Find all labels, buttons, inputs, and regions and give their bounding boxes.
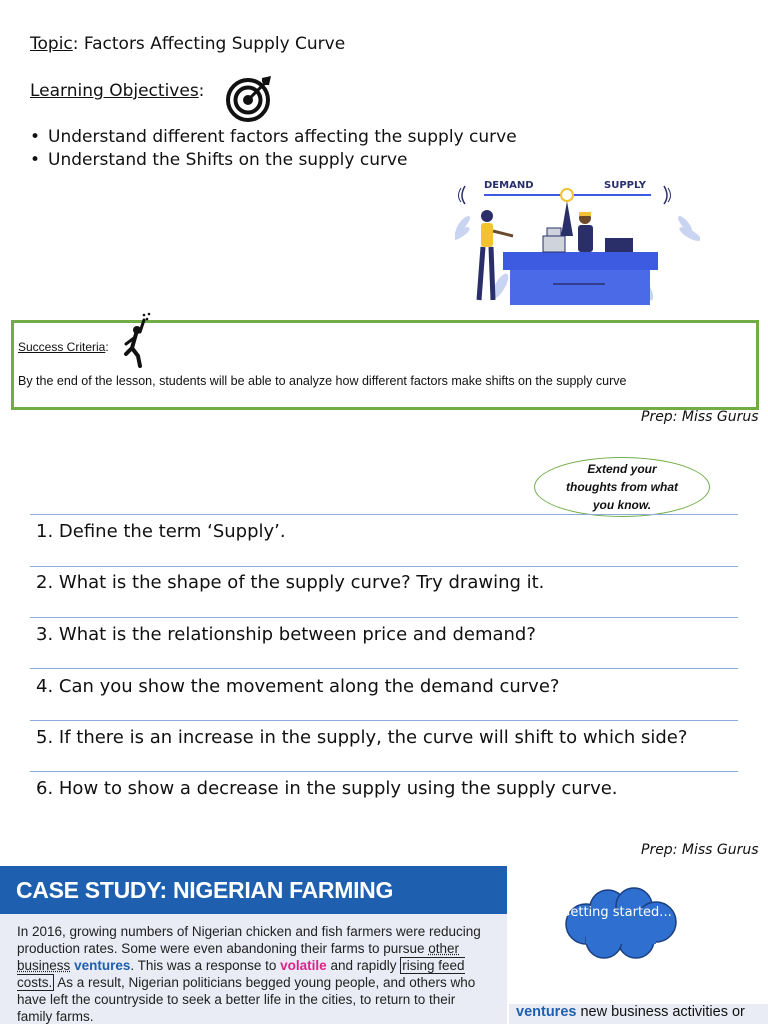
topic-heading [30,34,345,54]
oval-text: Extend your thoughts from what you know. [566,462,678,512]
vocab-def: new business activities or [576,1004,745,1020]
question-item: 5. If there is an increase in the supply, the curve will shift to which side? [36,727,688,748]
case-text-span: As a result, Nigerian politicians begged young people, and others who have left the countryside to seek a better life in the cities, to return to their family farms. [17,975,476,1024]
extend-thoughts-oval [534,457,710,517]
case-study-text [17,923,485,1025]
topic-label: Topic [30,34,73,54]
achievement-person-icon [118,310,156,368]
objective-text: Understand the Shifts on the supply curve [48,150,408,170]
objective-text: Understand different factors affecting the supply curve [48,127,517,147]
cloud-text: Getting started... [560,905,672,920]
divider-line [30,514,738,515]
demand-supply-illustration [455,176,700,308]
question-item: 6. How to show a decrease in the supply using the supply curve. [36,778,618,799]
objective-item [30,127,517,147]
question-item: 1. Define the term ‘Supply’. [36,521,286,542]
case-text-span: other business [17,941,460,973]
divider-line [30,617,738,618]
illustration-demand-label: DEMAND [484,180,534,191]
objective-item [30,150,407,170]
vocabulary-definition [509,1004,768,1024]
prep-credit: Prep: Miss Gurus [641,409,759,425]
case-text-span: and rapidly [326,958,401,973]
keyword-volatile: volatile [280,958,327,973]
question-item: 3. What is the relationship between price and demand? [36,624,536,645]
case-text-span: In 2016, growing numbers of Nigerian chicken and fish farmers were reducing production rates. Some were even abandoning their farms to pursue [17,924,481,956]
bullet: • [30,127,41,147]
success-criteria-text: By the end of the lesson, students will be able to analyze how different factors make shifts on the supply curve [18,374,627,388]
illustration-supply-label: SUPPLY [604,180,647,191]
divider-line [30,771,738,772]
vocab-term: ventures [516,1004,577,1020]
question-item: 4. Can you show the movement along the demand curve? [36,676,560,697]
keyword-ventures: ventures [74,958,131,973]
question-item: 2. What is the shape of the supply curve? Try drawing it. [36,572,545,593]
divider-line [30,720,738,721]
case-study-title: CASE STUDY: NIGERIAN FARMING [0,866,507,914]
learning-objectives-colon: : [198,81,205,101]
divider-line [30,566,738,567]
success-criteria-colon: : [105,340,109,354]
target-icon [224,73,274,123]
bullet: • [30,150,41,170]
prep-credit: Prep: Miss Gurus [641,842,759,858]
success-criteria-label: Success Criteria [18,340,106,354]
topic-value: : Factors Affecting Supply Curve [72,34,346,54]
learning-objectives-label: Learning Objectives [30,81,199,101]
boxed-phrase: rising feed costs. [17,958,465,990]
case-text-span: . This was a response to [130,958,281,973]
divider-line [30,668,738,669]
success-criteria-heading [18,340,109,354]
learning-objectives-heading [30,81,204,101]
cloud-shape [556,886,684,960]
